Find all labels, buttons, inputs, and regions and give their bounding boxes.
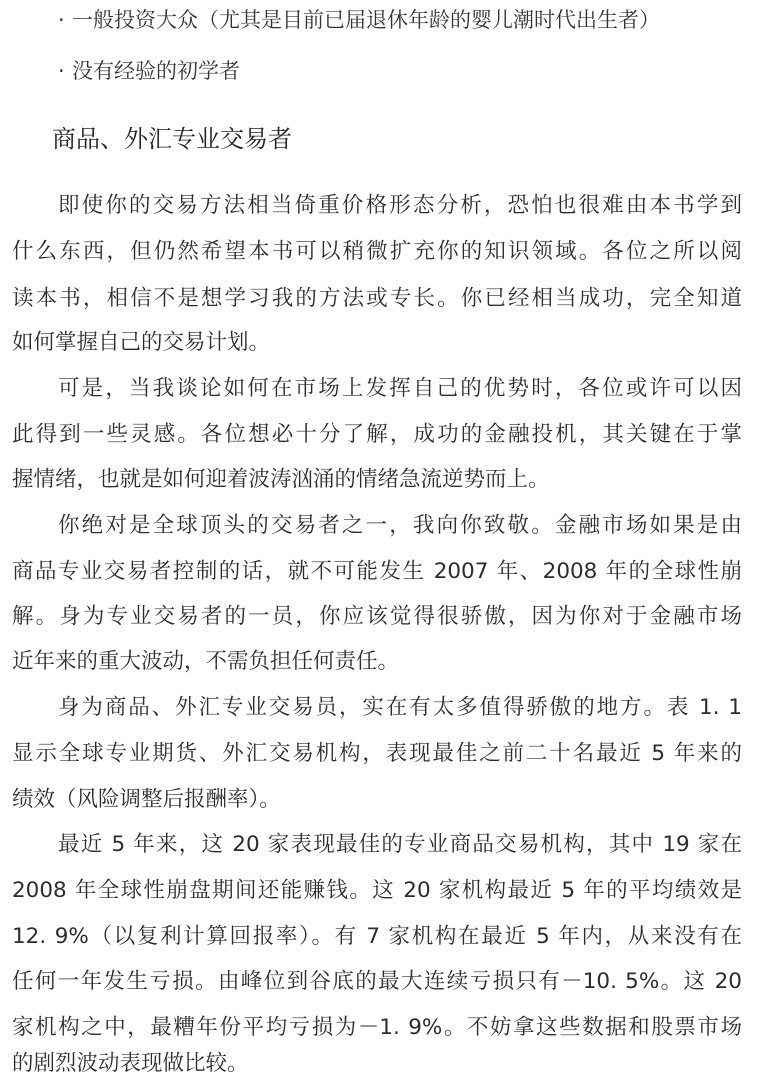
paragraph-4-line-3: 绩效（风险调整后报酬率）。 <box>12 787 281 812</box>
bullet-marker: · <box>58 59 65 83</box>
paragraph-1-line-4: 如何掌握自己的交易计划。 <box>12 330 271 355</box>
paragraph-3-line-2: 商品专业交易者控制的话，就不可能发生 2007 年、2008 年的全球性崩 <box>12 559 742 584</box>
paragraph-5-line-2: 2008 年全球性崩盘期间还能赚钱。这 20 家机构最近 5 年的平均绩效是 <box>12 878 742 903</box>
paragraph-2-line-2: 此得到一些灵感。各位想必十分了解，成功的金融投机，其关键在于掌 <box>12 422 742 447</box>
bullet-text: 一般投资大众（尤其是目前已届退休年龄的婴儿潮时代出生者） <box>72 8 660 32</box>
bullet-text: 没有经验的初学者 <box>72 59 240 83</box>
paragraph-3-line-3: 解。身为专业交易者的一员，你应该觉得很骄傲，因为你对于金融市场 <box>12 604 742 629</box>
paragraph-5-line-1: 最近 5 年来，这 20 家表现最佳的专业商品交易机构，其中 19 家在 <box>58 832 742 857</box>
paragraph-1-line-2: 什么东西，但仍然希望本书可以稍微扩充你的知识领域。各位之所以阅 <box>12 239 742 264</box>
paragraph-4-line-2: 显示全球专业期货、外汇交易机构，表现最佳之前二十名最近 5 年来的 <box>12 741 742 766</box>
paragraph-3-line-1: 你绝对是全球顶头的交易者之一，我向你致敬。金融市场如果是由 <box>58 513 742 538</box>
paragraph-5-line-4: 任何一年发生亏损。由峰位到谷底的最大连续亏损只有－10. 5%。这 20 <box>12 969 742 994</box>
paragraph-3-line-4: 近年来的重大波动，不需负担任何责任。 <box>12 649 400 674</box>
paragraph-1-line-1: 即使你的交易方法相当倚重价格形态分析，恐怕也很难由本书学到 <box>58 193 742 218</box>
bullet-item <box>58 6 660 34</box>
paragraph-5-line-5: 家机构之中，最糟年份平均亏损为－1. 9%。不妨拿这些数据和股票市场 <box>12 1015 742 1040</box>
section-heading: 商品、外汇专业交易者 <box>52 125 292 153</box>
paragraph-4-line-1: 身为商品、外汇专业交易员，实在有太多值得骄傲的地方。表 1. 1 <box>58 695 742 720</box>
bullet-item <box>58 57 240 85</box>
bullet-marker: · <box>58 8 65 32</box>
paragraph-2-line-1: 可是，当我谈论如何在市场上发挥自己的优势时，各位或许可以因 <box>58 376 742 401</box>
paragraph-5-line-6: 的剧烈波动表现做比较。 <box>12 1051 249 1076</box>
paragraph-5-line-3: 12. 9%（以复利计算回报率）。有 7 家机构在最近 5 年内，从来没有在 <box>12 924 742 949</box>
paragraph-1-line-3: 读本书，相信不是想学习我的方法或专长。你已经相当成功，完全知道 <box>12 286 742 311</box>
paragraph-2-line-3: 握情绪，也就是如何迎着波涛汹涌的情绪急流逆势而上。 <box>12 467 550 492</box>
